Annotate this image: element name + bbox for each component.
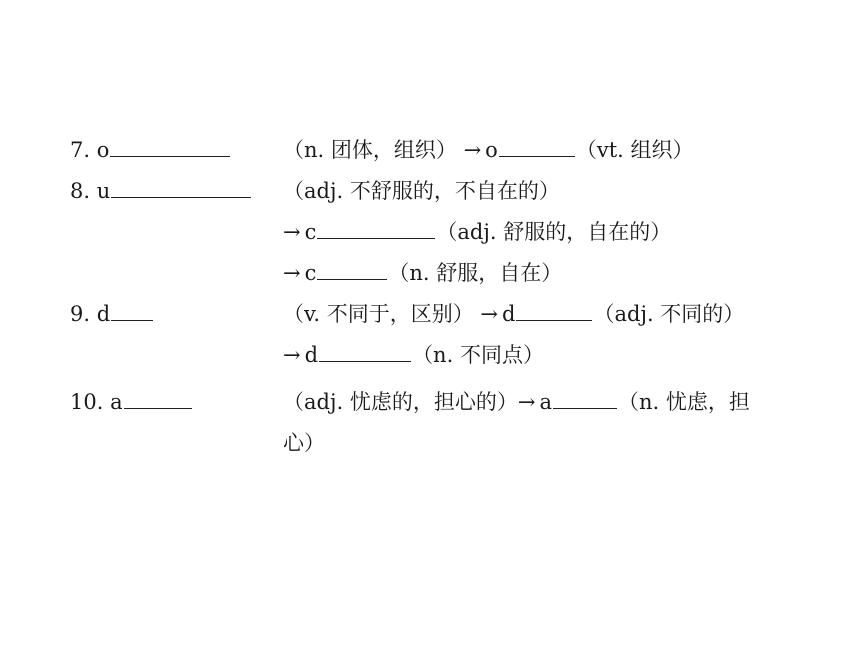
- arrow-icon: →: [283, 343, 301, 367]
- arrow-icon: →: [283, 220, 301, 244]
- item-7-derived-hint: （vt. 组织）: [575, 138, 694, 162]
- item-7-hint: （n. 团体，组织）: [283, 138, 457, 162]
- item-10-hint: （adj. 忧虑的，担心的）: [283, 390, 518, 414]
- item-9-derived-2-initial: d: [304, 343, 319, 367]
- answer-blank[interactable]: [516, 300, 592, 321]
- item-8-derived-2-hint: （n. 舒服，自在）: [388, 261, 563, 285]
- item-8-derived-1-hint: （adj. 舒服的，自在的）: [436, 220, 672, 244]
- item-9-derived-1-initial: d: [502, 302, 516, 326]
- item-9-definition: [283, 299, 744, 329]
- item-9-derived-2-hint: （n. 不同点）: [412, 343, 544, 367]
- item-10-prompt: [70, 387, 193, 417]
- answer-blank[interactable]: [553, 388, 617, 409]
- item-8-derived-2: [283, 258, 562, 288]
- item-8-derived-1: [283, 217, 671, 247]
- answer-blank[interactable]: [499, 136, 575, 157]
- item-10-derived-initial: a: [539, 390, 552, 414]
- item-8-prompt: [70, 176, 252, 206]
- answer-blank[interactable]: [110, 136, 230, 157]
- item-8-hint: （adj. 不舒服的，不自在的）: [283, 179, 560, 203]
- item-8-derived-2-initial: c: [304, 261, 317, 285]
- item-9-hint: （v. 不同于，区别）: [283, 302, 474, 326]
- item-7-number: 7. o: [70, 138, 110, 162]
- item-7-derived-initial: o: [485, 138, 498, 162]
- item-8-number: 8. u: [70, 179, 111, 203]
- arrow-icon: →: [283, 261, 301, 285]
- item-8-definition: [283, 176, 560, 206]
- arrow-icon: →: [463, 138, 482, 162]
- item-10-continuation: [283, 428, 325, 458]
- item-7-prompt: [70, 135, 231, 165]
- item-10-number: 10. a: [70, 390, 123, 414]
- item-9-derived-2: [283, 340, 544, 370]
- item-8-derived-1-initial: c: [304, 220, 317, 244]
- answer-blank[interactable]: [111, 300, 153, 321]
- item-9-prompt: [70, 299, 154, 329]
- answer-blank[interactable]: [124, 388, 192, 409]
- item-7-definition: [283, 135, 693, 165]
- answer-blank[interactable]: [319, 341, 411, 362]
- item-10-derived-hint: （n. 忧虑，担: [617, 390, 750, 414]
- arrow-icon: →: [480, 302, 499, 326]
- answer-blank[interactable]: [111, 177, 251, 198]
- item-10-derived-hint-cont: 心）: [283, 431, 325, 455]
- item-9-derived-1-hint: （adj. 不同的）: [593, 302, 745, 326]
- item-10-definition: [283, 387, 750, 417]
- answer-blank[interactable]: [317, 218, 435, 239]
- arrow-icon: →: [517, 390, 536, 414]
- item-9-number: 9. d: [70, 302, 111, 326]
- answer-blank[interactable]: [317, 259, 387, 280]
